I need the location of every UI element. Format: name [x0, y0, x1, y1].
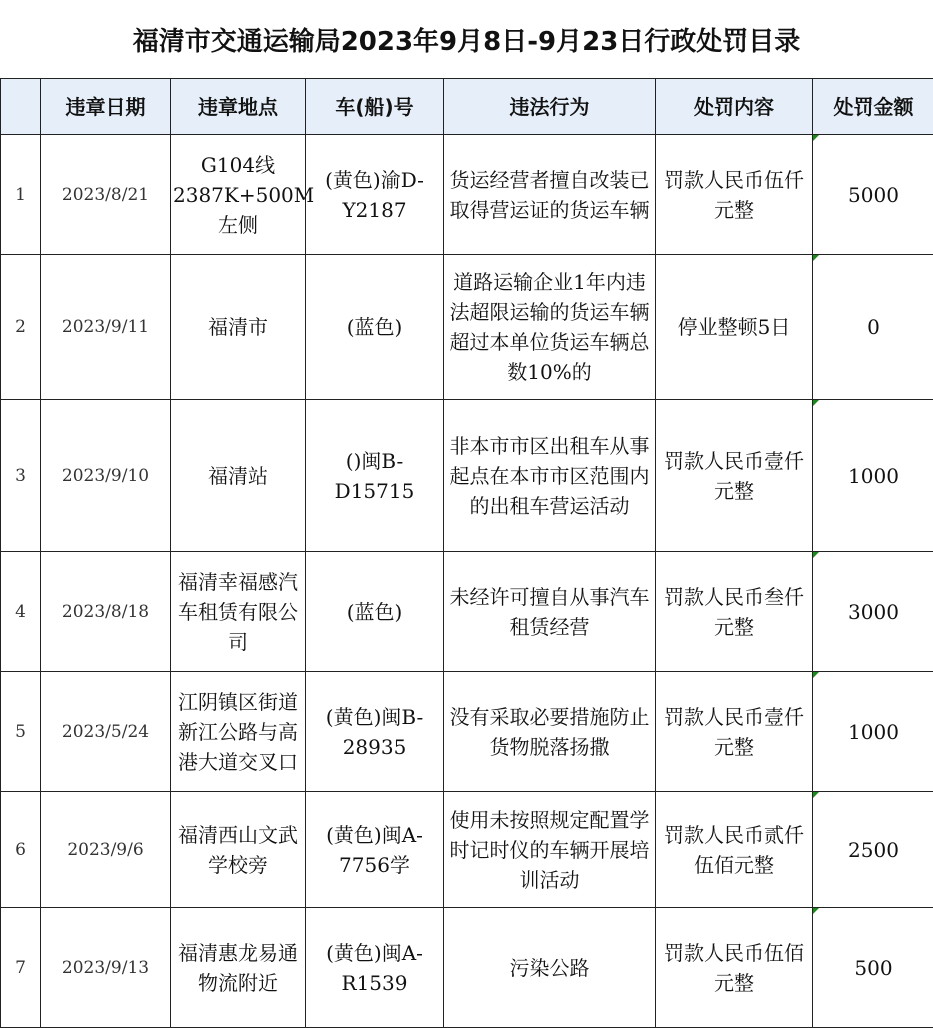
header-plate: 车(船)号 [306, 79, 444, 135]
row-index: 5 [1, 672, 41, 792]
penalty-content: 罚款人民币贰仟伍佰元整 [656, 792, 813, 908]
penalty-amount: 3000 [813, 552, 933, 672]
penalty-content: 罚款人民币壹仟元整 [656, 672, 813, 792]
plate-number: (蓝色) [306, 552, 444, 672]
header-act: 违法行为 [444, 79, 656, 135]
header-place: 违章地点 [171, 79, 306, 135]
header-penalty: 处罚内容 [656, 79, 813, 135]
table-row [1, 255, 933, 400]
violation-place: 福清惠龙易通物流附近 [171, 908, 306, 1028]
penalty-content: 罚款人民币伍仟元整 [656, 135, 813, 255]
violation-act: 使用未按照规定配置学时记时仪的车辆开展培训活动 [444, 792, 656, 908]
violation-date: 2023/9/6 [41, 792, 171, 908]
row-index: 6 [1, 792, 41, 908]
row-index: 2 [1, 255, 41, 400]
row-index: 3 [1, 400, 41, 552]
violation-act: 未经许可擅自从事汽车租赁经营 [444, 552, 656, 672]
penalty-content: 停业整顿5日 [656, 255, 813, 400]
table-row [1, 792, 933, 908]
header-index [1, 79, 41, 135]
page-title: 福清市交通运输局2023年9月8日-9月23日行政处罚目录 [0, 0, 933, 78]
penalty-amount: 1000 [813, 400, 933, 552]
penalty-amount: 500 [813, 908, 933, 1028]
violation-act: 污染公路 [444, 908, 656, 1028]
penalty-amount: 2500 [813, 792, 933, 908]
violation-place: 福清市 [171, 255, 306, 400]
penalty-table [0, 78, 933, 1028]
plate-number: (黄色)闽B-28935 [306, 672, 444, 792]
plate-number: (蓝色) [306, 255, 444, 400]
header-date: 违章日期 [41, 79, 171, 135]
penalty-amount: 5000 [813, 135, 933, 255]
violation-place: G104线2387K+500M左侧 [171, 135, 306, 255]
plate-number: ()闽B-D15715 [306, 400, 444, 552]
plate-number: (黄色)闽A-R1539 [306, 908, 444, 1028]
violation-place: 福清幸福感汽车租赁有限公司 [171, 552, 306, 672]
violation-act: 没有采取必要措施防止货物脱落扬撒 [444, 672, 656, 792]
penalty-amount: 0 [813, 255, 933, 400]
violation-date: 2023/9/13 [41, 908, 171, 1028]
row-index: 7 [1, 908, 41, 1028]
violation-act: 非本市市区出租车从事起点在本市市区范围内的出租车营运活动 [444, 400, 656, 552]
penalty-amount: 1000 [813, 672, 933, 792]
penalty-content: 罚款人民币叁仟元整 [656, 552, 813, 672]
violation-act: 道路运输企业1年内违法超限运输的货运车辆超过本单位货运车辆总数10%的 [444, 255, 656, 400]
violation-date: 2023/5/24 [41, 672, 171, 792]
violation-date: 2023/8/18 [41, 552, 171, 672]
violation-act: 货运经营者擅自改装已取得营运证的货运车辆 [444, 135, 656, 255]
table-row [1, 552, 933, 672]
penalty-content: 罚款人民币壹仟元整 [656, 400, 813, 552]
table-row [1, 672, 933, 792]
table-row [1, 908, 933, 1028]
violation-place: 福清站 [171, 400, 306, 552]
table-row [1, 400, 933, 552]
plate-number: (黄色)渝D-Y2187 [306, 135, 444, 255]
row-index: 1 [1, 135, 41, 255]
header-row [1, 79, 933, 135]
plate-number: (黄色)闽A-7756学 [306, 792, 444, 908]
violation-place: 福清西山文武学校旁 [171, 792, 306, 908]
table-row [1, 135, 933, 255]
row-index: 4 [1, 552, 41, 672]
violation-date: 2023/8/21 [41, 135, 171, 255]
violation-date: 2023/9/10 [41, 400, 171, 552]
violation-place: 江阴镇区街道新江公路与高港大道交叉口 [171, 672, 306, 792]
violation-date: 2023/9/11 [41, 255, 171, 400]
header-amount: 处罚金额 [813, 79, 933, 135]
penalty-content: 罚款人民币伍佰元整 [656, 908, 813, 1028]
